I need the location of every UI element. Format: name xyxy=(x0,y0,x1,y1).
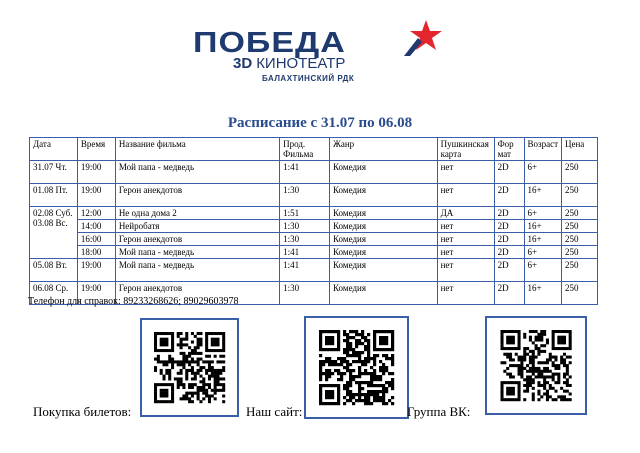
date-cell: 06.08 Ср. xyxy=(30,282,78,305)
genre-cell: Комедия xyxy=(330,282,438,305)
column-header: Дата xyxy=(30,138,78,161)
film-title-cell: Герон анекдотов xyxy=(115,282,279,305)
schedule-table xyxy=(29,137,598,305)
column-header: Пушкинская карта xyxy=(437,138,494,161)
date-cell: 31.07 Чт. xyxy=(30,161,78,184)
column-header: Прод. Фильма xyxy=(280,138,330,161)
format-cell: 2D xyxy=(494,207,524,220)
table-header-row xyxy=(30,138,598,161)
age-cell: 6+ xyxy=(524,161,561,184)
pushkin-card-cell: нет xyxy=(437,184,494,207)
column-header: Название фильма xyxy=(115,138,279,161)
format-cell: 2D xyxy=(494,282,524,305)
site-qr-code[interactable] xyxy=(304,316,409,419)
price-cell: 250 xyxy=(562,161,598,184)
time-cell: 12:00 xyxy=(77,207,115,220)
price-cell: 250 xyxy=(562,259,598,282)
age-cell: 16+ xyxy=(524,220,561,233)
genre-cell: Комедия xyxy=(330,184,438,207)
duration-cell: 1:41 xyxy=(280,246,330,259)
table-row xyxy=(30,207,598,220)
time-cell: 19:00 xyxy=(77,259,115,282)
table-row xyxy=(30,259,598,282)
genre-cell: Комедия xyxy=(330,246,438,259)
qr-pattern xyxy=(319,330,394,405)
duration-cell: 1:51 xyxy=(280,207,330,220)
price-cell: 250 xyxy=(562,282,598,305)
genre-cell: Комедия xyxy=(330,220,438,233)
pushkin-card-cell: ДА xyxy=(437,207,494,220)
date-cell: 01.08 Пт. xyxy=(30,184,78,207)
age-cell: 6+ xyxy=(524,207,561,220)
film-title-cell: Герон анекдотов xyxy=(115,184,279,207)
vk-qr-code[interactable] xyxy=(485,316,587,415)
format-cell: 2D xyxy=(494,233,524,246)
column-header: Возраст xyxy=(524,138,561,161)
price-cell: 250 xyxy=(562,220,598,233)
tickets-label: Покупка билетов: xyxy=(33,404,132,419)
time-cell: 19:00 xyxy=(77,184,115,207)
column-header: Фор мат xyxy=(494,138,524,161)
star-icon xyxy=(400,18,444,58)
genre-cell: Комедия xyxy=(330,161,438,184)
price-cell: 250 xyxy=(562,207,598,220)
time-cell: 16:00 xyxy=(77,233,115,246)
cinema-logo xyxy=(0,18,640,88)
duration-cell: 1:41 xyxy=(280,161,330,184)
format-cell: 2D xyxy=(494,220,524,233)
time-cell: 18:00 xyxy=(77,246,115,259)
pushkin-card-cell: нет xyxy=(437,282,494,305)
column-header: Цена xyxy=(562,138,598,161)
format-cell: 2D xyxy=(494,246,524,259)
age-cell: 16+ xyxy=(524,184,561,207)
genre-cell: Комедия xyxy=(330,207,438,220)
age-cell: 16+ xyxy=(524,282,561,305)
table-row xyxy=(30,220,598,233)
age-cell: 16+ xyxy=(524,233,561,246)
duration-cell: 1:30 xyxy=(280,282,330,305)
genre-cell: Комедия xyxy=(330,233,438,246)
film-title-cell: Мой папа - медведь xyxy=(115,259,279,282)
film-title-cell: Герон анекдотов xyxy=(115,233,279,246)
time-cell: 14:00 xyxy=(77,220,115,233)
duration-cell: 1:30 xyxy=(280,220,330,233)
site-label: Наш сайт: xyxy=(246,404,303,419)
price-cell: 250 xyxy=(562,233,598,246)
film-title-cell: Нейробатя xyxy=(115,220,279,233)
price-cell: 250 xyxy=(562,184,598,207)
time-cell: 19:00 xyxy=(77,161,115,184)
film-title-cell: Мой папа - медведь xyxy=(115,246,279,259)
film-title-cell: Не одна дома 2 xyxy=(115,207,279,220)
format-cell: 2D xyxy=(494,259,524,282)
logo-place: БАЛАХТИНСКИЙ РДК xyxy=(262,74,355,83)
pushkin-card-cell: нет xyxy=(437,220,494,233)
pushkin-card-cell: нет xyxy=(437,233,494,246)
table-row xyxy=(30,161,598,184)
tickets-qr-code[interactable] xyxy=(140,318,239,417)
pushkin-card-cell: нет xyxy=(437,259,494,282)
format-cell: 2D xyxy=(494,161,524,184)
column-header: Жанр xyxy=(330,138,438,161)
genre-cell: Комедия xyxy=(330,259,438,282)
date-cell: 02.08 Суб. 03.08 Вс. xyxy=(30,207,78,259)
qr-pattern xyxy=(154,332,225,403)
pushkin-card-cell: нет xyxy=(437,161,494,184)
age-cell: 6+ xyxy=(524,259,561,282)
schedule-title: Расписание с 31.07 по 06.08 xyxy=(227,115,413,131)
date-cell: 05.08 Вт. xyxy=(30,259,78,282)
time-cell: 19:00 xyxy=(77,282,115,305)
schedule-body xyxy=(30,161,598,305)
logo-subtitle: 3D КИНОТЕАТР xyxy=(233,55,346,72)
table-row xyxy=(30,233,598,246)
vk-label: Группа ВК: xyxy=(407,404,471,419)
film-title-cell: Мой папа - медведь xyxy=(115,161,279,184)
table-row xyxy=(30,184,598,207)
duration-cell: 1:30 xyxy=(280,184,330,207)
price-cell: 250 xyxy=(562,246,598,259)
format-cell: 2D xyxy=(494,184,524,207)
table-row xyxy=(30,246,598,259)
duration-cell: 1:41 xyxy=(280,259,330,282)
logo-wordmark: ПОБЕДА xyxy=(193,26,346,59)
pushkin-card-cell: нет xyxy=(437,246,494,259)
phone-info: Телефон для справок: 89233268626; 89029603978 xyxy=(28,296,239,307)
duration-cell: 1:30 xyxy=(280,233,330,246)
age-cell: 6+ xyxy=(524,246,561,259)
qr-pattern xyxy=(501,330,572,401)
column-header: Время xyxy=(77,138,115,161)
